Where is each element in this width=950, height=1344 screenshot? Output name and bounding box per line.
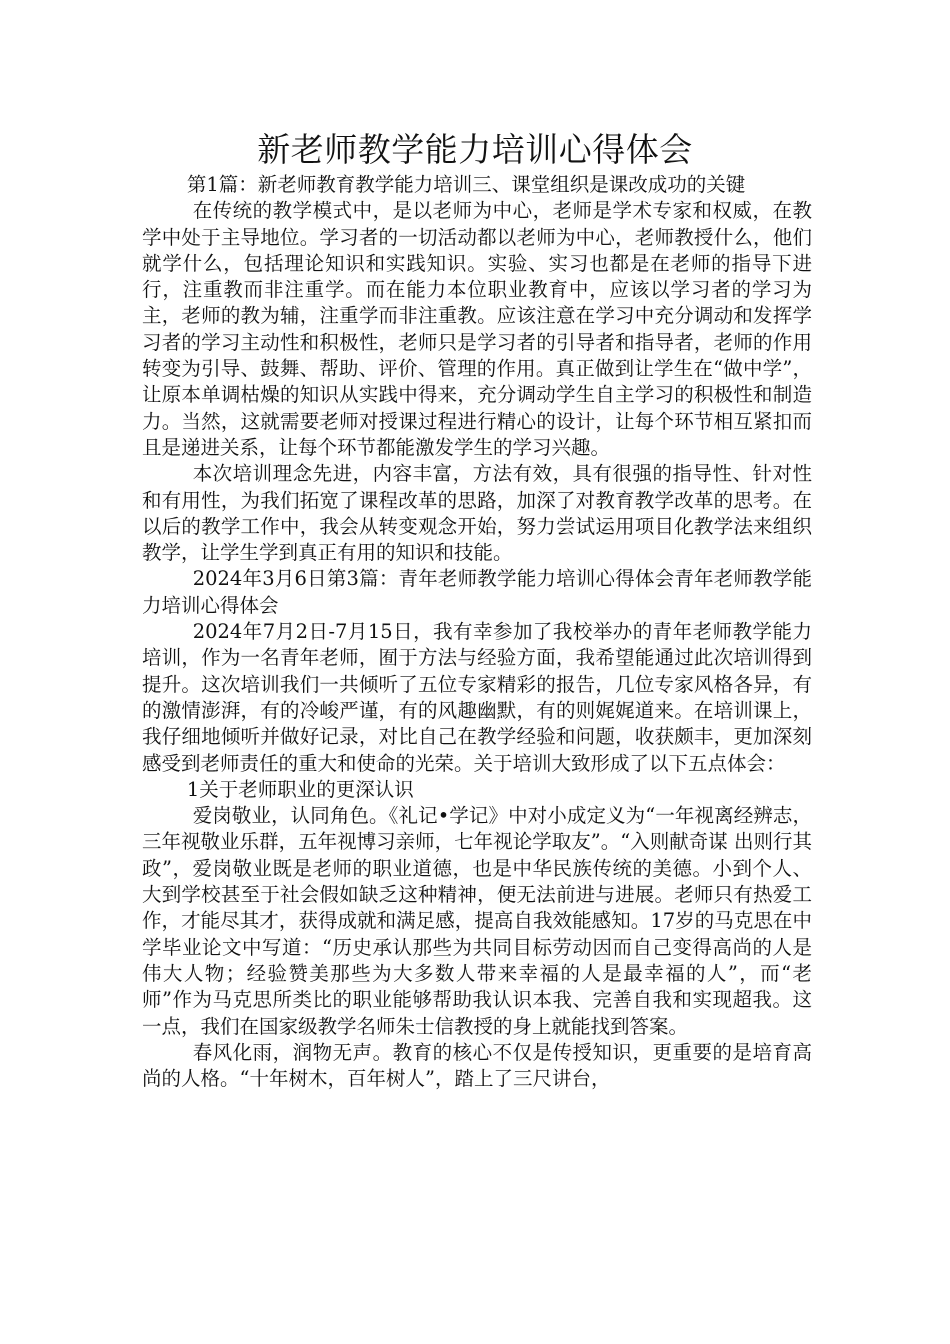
paragraph-traditional-teaching: 在传统的教学模式中，是以老师为中心，老师是学术专家和权威，在教学中处于主导地位。学习者的一切活动都以老师为中心，老师教授什么，他们就学什么，包括理论知识和实践知识。实验、实习也都是在老师的指导下进行，注重教而非注重学。而在能力本位职业教育中，应该以学习者的学习为主，老师的教为辅，注重学而非注重教。应该注意在学习中充分调动和发挥学习者的学习主动性和积极性，老师只是学习者的引导者和指导者，老师的作用转变为引导、鼓舞、帮助、评价、管理的作用。真正做到让学生在“做中学”，让原本单调枯燥的知识从实践中得来，充分调动学生自主学习的积极性和制造力。当然，这就需要老师对授课过程进行精心的设计，让每个环节相互紧扣而且是递进关系，让每个环节都能激发学生的学习兴趣。	[142, 199, 812, 459]
document-title: 新老师教学能力培训心得体会	[257, 130, 693, 169]
paragraph-section-heading-3: 2024年3月6日第3篇：青年老师教学能力培训心得体会青年老师教学能力培训心得体会	[142, 567, 812, 617]
paragraph-training-summary: 本次培训理念先进，内容丰富，方法有效，具有很强的指导性、针对性和有用性，为我们拓宽了课程改革的思路，加深了对教育教学改革的思考。在以后的教学工作中，我会从转变观念开始，努力尝试运用项目化教学法来组织教学，让学生学到真正有用的知识和技能。	[142, 462, 812, 565]
paragraph-spring-breeze: 春风化雨，润物无声。教育的核心不仅是传授知识，更重要的是培育高尚的人格。“十年树木，百年树人”，踏上了三尺讲台，	[142, 1040, 812, 1091]
paragraph-training-experience: 2024年7月2日-7月15日，我有幸参加了我校举办的青年老师教学能力培训，作为一名青年老师，囿于方法与经验方面，我希望能通过此次培训得到提升。这次培训我们一共倾听了五位专家精彩的报告，几位专家风格各异，有的激情澎湃，有的冷峻严谨，有的风趣幽默，有的则娓娓道来。在培训课上，我仔细地倾听并做好记录，对比自己在教学经验和问题，收获颇丰，更加深刻感受到老师责任的重大和使命的光荣。关于培训大致形成了以下五点体会：	[142, 620, 812, 775]
document-body	[142, 172, 812, 1092]
paragraph-section-heading-1: 第1篇：新老师教育教学能力培训三、课堂组织是课改成功的关键	[186, 173, 746, 196]
paragraph-dedication: 爱岗敬业，认同角色。《礼记•学记》中对小成定义为“一年视离经辨志，三年视敬业乐群，五年视博习亲师，七年视论学取友”。“入则献奇谋 出则行其政”，爱岗敬业既是老师的职业道德，也是中华民族传统的美德。小到个人、大到学校甚至于社会假如缺乏这种精神，便无法前进与进展。老师只有热爱工作，才能尽其才，获得成就和满足感，提高自我效能感知。17岁的马克思在中学毕业论文中写道：“历史承认那些为共同目标劳动因而自己变得高尚的人是伟大人物；经验赞美那些为大多数人带来幸福的人是最幸福的人”，而“老师”作为马克思所类比的职业能够帮助我认识本我、完善自我和实现超我。这一点，我们在国家级教学名师朱士信教授的身上就能找到答案。	[142, 804, 812, 1038]
paragraph-subheading-1: 1关于老师职业的更深认识	[186, 777, 414, 801]
